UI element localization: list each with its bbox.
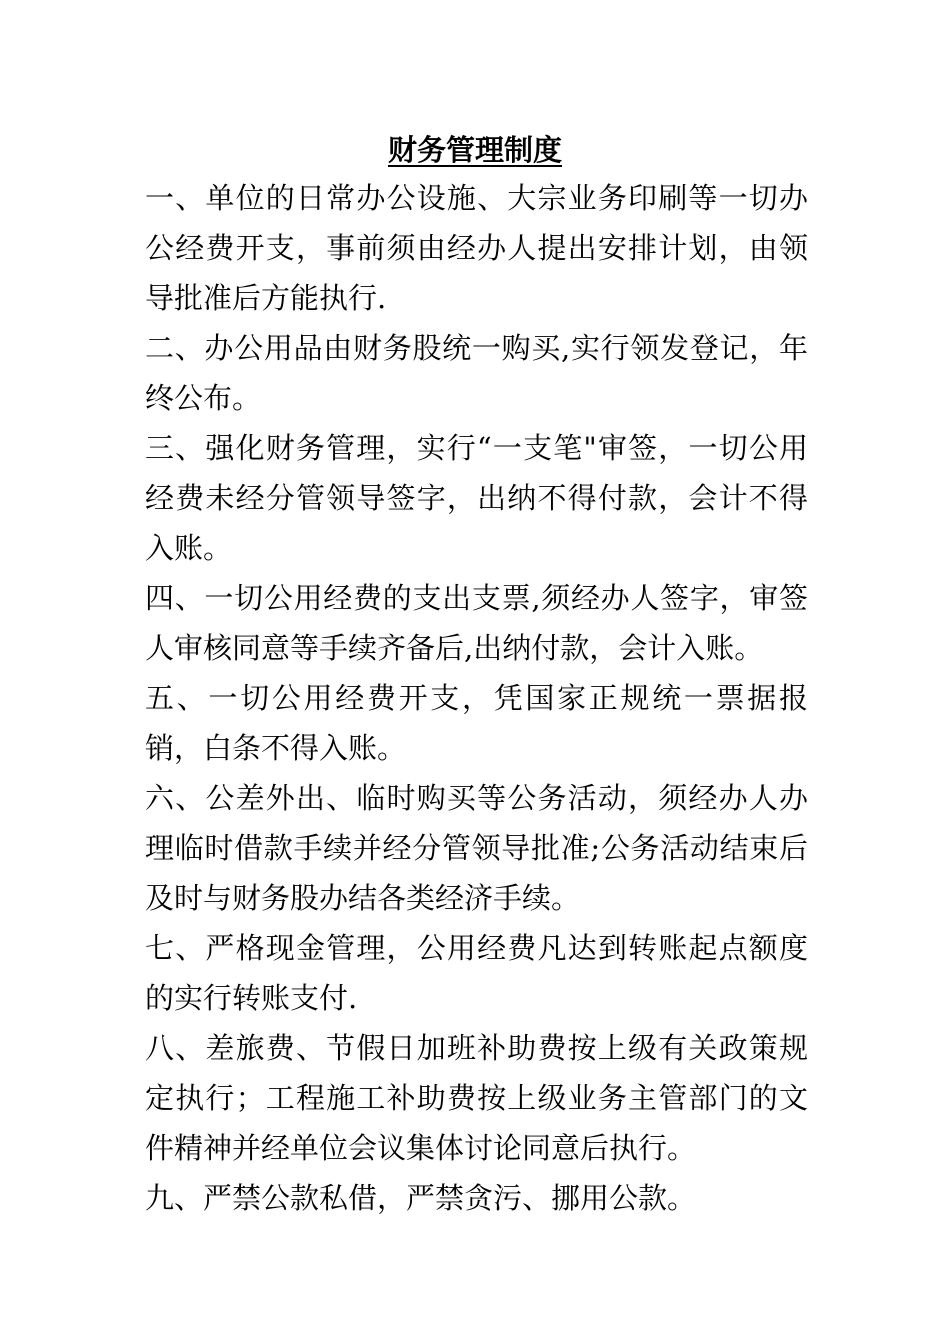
document-title-text: 财务管理制度 (387, 133, 562, 167)
clause-7: 七、严格现金管理，公用经费凡达到转账起点额度的实行转账支付. (145, 931, 808, 1015)
clause-3: 三、强化财务管理，实行“一支笔"审签，一切公用经费未经分管领导签字，出纳不得付款，会计不得入账。 (145, 431, 808, 565)
clause-6: 六、公差外出、临时购买等公务活动，须经办人办理临时借款手续并经分管领导批准;公务活动结束后及时与财务股办结各类经济手续。 (145, 781, 808, 915)
document-title (0, 128, 950, 172)
clause-8: 八、差旅费、节假日加班补助费按上级有关政策规定执行；工程施工补助费按上级业务主管部门的文件精神并经单位会议集体讨论同意后执行。 (145, 1031, 808, 1165)
document-body (145, 173, 808, 1223)
clause-5: 五、一切公用经费开支，凭国家正规统一票据报销，白条不得入账。 (145, 681, 808, 765)
clause-4: 四、一切公用经费的支出支票,须经办人签字，审签人审核同意等手续齐备后,出纳付款，会计入账。 (145, 581, 808, 665)
clause-2: 二、办公用品由财务股统一购买,实行领发登记，年终公布。 (145, 331, 808, 415)
clause-1: 一、单位的日常办公设施、大宗业务印刷等一切办公经费开支，事前须由经办人提出安排计划，由领导批准后方能执行. (145, 181, 808, 315)
clause-9: 九、严禁公款私借，严禁贪污、挪用公款。 (145, 1181, 697, 1215)
